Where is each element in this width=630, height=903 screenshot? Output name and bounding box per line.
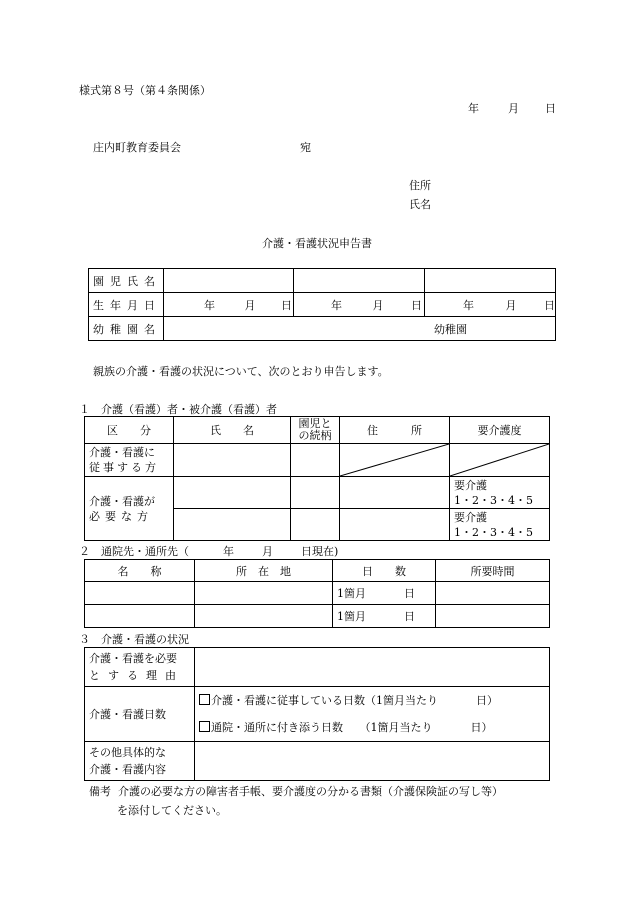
reason-line2: とする理由 — [89, 669, 184, 682]
day-unit: 日 — [404, 610, 415, 623]
reason-line1: 介護・看護を必要 — [89, 652, 177, 665]
place-name-cell-1[interactable] — [85, 582, 195, 605]
caregiver-care-level-cell-struck — [450, 444, 550, 477]
year-unit: 年 — [204, 298, 215, 312]
address-label: 住所 — [409, 179, 431, 192]
addressee-suffix: 宛 — [300, 141, 311, 154]
birth-date-label: 生年月日 — [89, 293, 164, 317]
section3-heading: ３ 介護・看護の状況 — [79, 633, 189, 646]
care-level-options: 1・2・3・4・5 — [454, 525, 533, 539]
year-unit: 年 — [463, 298, 474, 312]
section2-heading — [79, 543, 338, 559]
date-month-label: 月 — [508, 102, 519, 115]
care-days-label: 介護・看護日数 — [85, 687, 195, 742]
row-caregiver-line2: 従事する方 — [89, 461, 159, 474]
date-year-label: 年 — [468, 102, 479, 115]
caregiver-relation-cell[interactable] — [291, 444, 340, 477]
child-name-cell-2[interactable] — [294, 269, 425, 293]
col-name: 氏 名 — [174, 417, 291, 444]
visit-places-table — [84, 559, 550, 628]
date-day-label: 日 — [545, 102, 556, 115]
row-needs-care-line1: 介護・看護が — [89, 494, 155, 508]
footnote-line2: を添付してください。 — [117, 804, 227, 817]
needs-care-relation-cell-2[interactable] — [291, 509, 340, 541]
row-needs-care-line2: 必要な方 — [89, 509, 153, 523]
day-suffix: 日） — [470, 721, 493, 734]
days-cell-2[interactable] — [333, 605, 436, 628]
col-category: 区 分 — [85, 417, 174, 444]
birth-date-cell-3[interactable] — [425, 293, 556, 317]
col-relation — [291, 417, 340, 444]
day-suffix: 日） — [476, 694, 498, 707]
care-days-option-1[interactable] — [199, 687, 545, 714]
other-details-label — [85, 742, 195, 781]
care-days-option-2[interactable] — [199, 714, 545, 741]
row-caregiver-line1: 介護・看護に — [89, 446, 155, 459]
month-unit: 月 — [244, 298, 256, 312]
checkbox-icon[interactable] — [199, 721, 210, 732]
section2-heading-suffix: 日現在) — [301, 545, 339, 558]
other-details-line2: 介護・看護内容 — [89, 763, 166, 776]
child-name-cell-3[interactable] — [425, 269, 556, 293]
col-days: 日 数 — [333, 560, 436, 582]
birth-date-cell-2[interactable] — [294, 293, 425, 317]
child-name-cell-1[interactable] — [164, 269, 294, 293]
care-level-options: 1・2・3・4・5 — [454, 493, 533, 507]
section2-heading-month: 月 — [262, 545, 273, 558]
col-relation-line1: 園児と — [298, 417, 332, 430]
location-cell-1[interactable] — [195, 582, 333, 605]
care-status-table — [84, 647, 550, 781]
care-days-option-1-label: 介護・看護に従事している日数（1箇月当たり — [211, 694, 438, 707]
time-cell-2[interactable] — [436, 605, 550, 628]
kindergarten-name-cell[interactable] — [164, 317, 556, 341]
col-place-name: 名 称 — [85, 560, 195, 582]
caregiver-name-cell[interactable] — [174, 444, 291, 477]
col-care-level: 要介護度 — [450, 417, 550, 444]
location-cell-2[interactable] — [195, 605, 333, 628]
other-details-cell[interactable] — [195, 742, 550, 781]
month-unit: 月 — [372, 298, 384, 312]
needs-care-level-cell-2[interactable] — [450, 509, 550, 541]
diagonal-line-icon — [450, 444, 549, 476]
days-cell-1[interactable] — [333, 582, 436, 605]
reason-cell[interactable] — [195, 648, 550, 687]
row-caregiver-label — [85, 444, 174, 477]
care-days-option-2-label: 通院・通所に付き添う日数 （1箇月当たり — [211, 721, 433, 734]
care-days-cell — [195, 687, 550, 742]
col-location: 所 在 地 — [195, 560, 333, 582]
day-unit: 日 — [281, 298, 292, 312]
day-unit: 日 — [404, 587, 415, 600]
footnote-line1: 介護の必要な方の障害者手帳、要介護度の分かる書類（介護保険証の写し等） — [118, 785, 503, 798]
col-time: 所要時間 — [436, 560, 550, 582]
birth-date-cell-1[interactable] — [164, 293, 294, 317]
child-name-label: 園児氏名 — [89, 269, 164, 293]
child-info-table — [88, 268, 556, 341]
needs-care-relation-cell-1[interactable] — [291, 477, 340, 509]
col-relation-line2: の続柄 — [298, 429, 332, 442]
name-label: 氏名 — [409, 198, 431, 211]
year-unit: 年 — [331, 298, 342, 312]
care-level-label: 要介護 — [454, 510, 487, 524]
needs-care-level-cell-1[interactable] — [450, 477, 550, 509]
section2-heading-prefix: ２ 通院先・通所先（ — [79, 545, 189, 558]
kindergarten-name-label: 幼稚園名 — [89, 317, 164, 341]
checkbox-icon[interactable] — [199, 694, 210, 705]
diagonal-line-icon — [340, 444, 449, 476]
per-month-label: 1箇月 — [337, 587, 366, 600]
care-persons-table — [84, 416, 550, 541]
intro-text: 親族の介護・看護の状況について、次のとおり申告します。 — [93, 365, 389, 378]
needs-care-name-cell-1[interactable] — [174, 477, 291, 509]
month-unit: 月 — [505, 298, 517, 312]
needs-care-address-cell-2[interactable] — [340, 509, 450, 541]
needs-care-name-cell-2[interactable] — [174, 509, 291, 541]
time-cell-1[interactable] — [436, 582, 550, 605]
footnote — [89, 783, 503, 799]
reason-label — [85, 648, 195, 687]
form-number: 様式第８号（第４条関係） — [79, 84, 211, 97]
other-details-line1: その他具体的な — [89, 746, 166, 759]
care-level-label: 要介護 — [454, 478, 487, 492]
col-address: 住 所 — [340, 417, 450, 444]
place-name-cell-2[interactable] — [85, 605, 195, 628]
day-unit: 日 — [411, 298, 422, 312]
document-title: 介護・看護状況申告書 — [262, 237, 372, 250]
section1-heading: １ 介護（看護）者・被介護（看護）者 — [79, 403, 277, 416]
row-needs-care-label — [85, 477, 174, 541]
day-unit: 日 — [544, 298, 555, 312]
needs-care-address-cell-1[interactable] — [340, 477, 450, 509]
section2-heading-year: 年 — [223, 545, 234, 558]
caregiver-address-cell-struck — [340, 444, 450, 477]
kindergarten-suffix: 幼稚園 — [434, 322, 467, 336]
footnote-label: 備考 — [89, 785, 111, 798]
per-month-label: 1箇月 — [337, 610, 366, 623]
addressee: 庄内町教育委員会 — [93, 141, 181, 154]
